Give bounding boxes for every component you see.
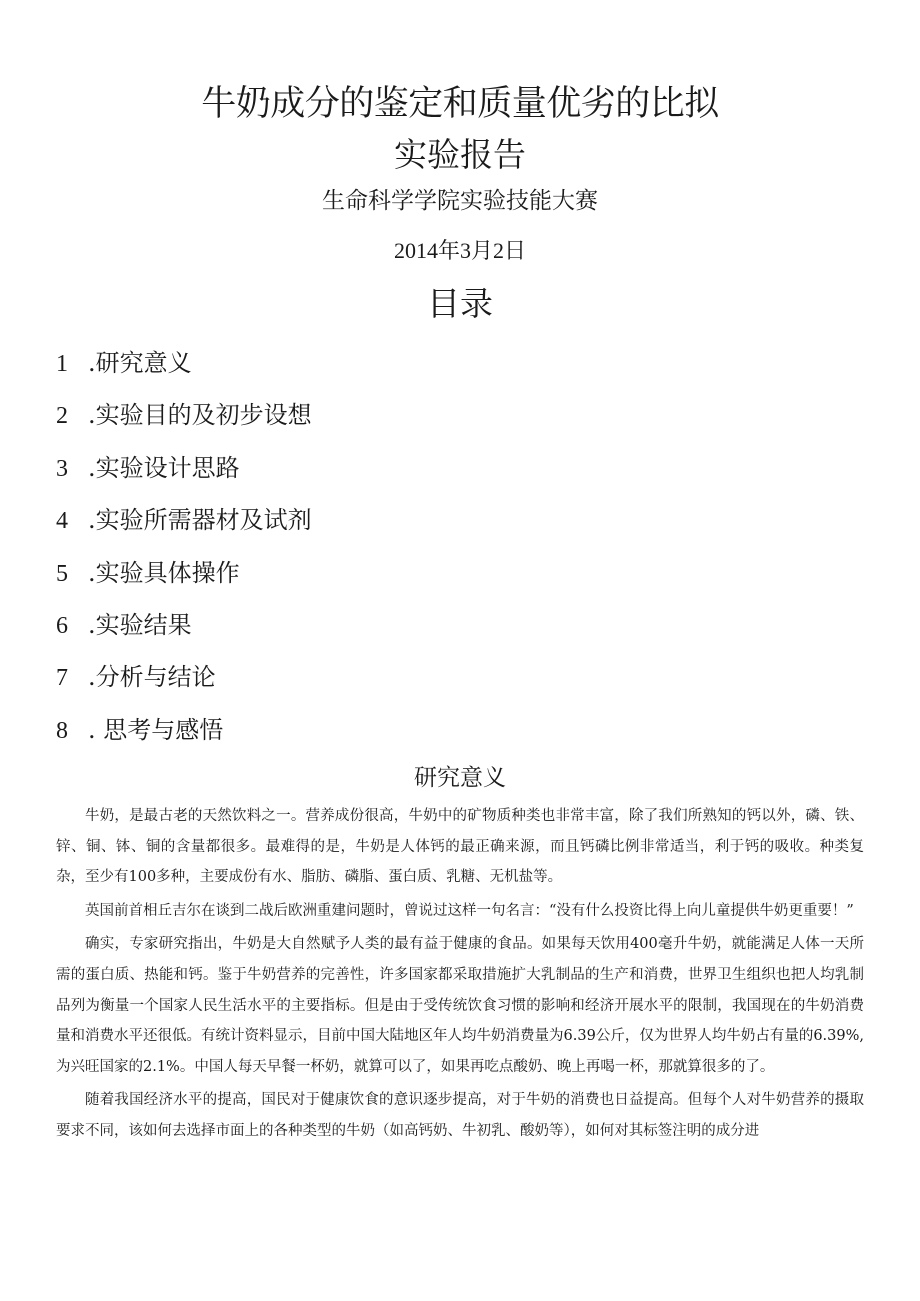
toc-item-number: 5 [56, 560, 68, 587]
toc-item-reflection [56, 708, 656, 760]
toc-item-label: .实验具体操作 [88, 558, 240, 587]
section-heading: 研究意义 [414, 765, 506, 791]
toc-item-purpose [56, 393, 656, 445]
toc-item-label: .实验目的及初步设想 [88, 401, 312, 430]
report-date: 2014年3月2日 [393, 238, 526, 263]
toc-item-number: 8 [56, 717, 68, 744]
toc-item-analysis [56, 655, 656, 707]
toc-item-design [56, 446, 656, 498]
toc-item-number: 6 [56, 612, 68, 639]
toc-item-number: 1 [56, 351, 68, 377]
toc-item-label: .实验结果 [88, 610, 192, 639]
report-subtitle: 生命科学学院实验技能大赛 [322, 188, 598, 214]
toc-item-label: .实验所需器材及试剂 [88, 506, 312, 535]
toc-item-materials [56, 498, 656, 550]
toc-item-label: . 思考与感悟 [88, 715, 224, 744]
report-title-line1: 牛奶成分的鉴定和质量优劣的比拟 [201, 84, 719, 124]
section-body [56, 801, 864, 1150]
toc-item-number: 4 [56, 508, 68, 535]
body-paragraph: 牛奶，是最古老的天然饮料之一。营养成份很高，牛奶中的矿物质种类也非常丰富，除了我们所熟知的钙以外，磷、铁、锌、铜、钵、铜的含量都很多。最难得的是，牛奶是人体钙的最正确来源，而且钙磷比例非常适当，利于钙的吸收。种类复杂，至少有100多种，主要成份有水、脂肪、磷脂、蛋白质、乳糖、无机盐等。 [56, 808, 864, 886]
toc-item-label: .实验设计思路 [88, 453, 240, 482]
body-paragraph: 随着我国经济水平的提高，国民对于健康饮食的意识逐步提高，对于牛奶的消费也日益提高。但每个人对牛奶营养的摄取要求不同，该如何去选择市面上的各种类型的牛奶（如高钙奶、牛初乳、酸奶等），如何对其标签注明的成分进 [56, 1092, 864, 1139]
toc-item-procedure [56, 551, 656, 603]
toc-item-results [56, 603, 656, 655]
toc-item-number: 2 [56, 403, 68, 430]
body-paragraph: 确实，专家研究指出，牛奶是大自然赋予人类的最有益于健康的食品。如果每天饮用400毫升牛奶，就能满足人体一天所需的蛋白质、热能和钙。鉴于牛奶营养的完善性，许多国家都采取措施扩大乳制品的生产和消费，世界卫生组织也把人均乳制品列为衡量一个国家人民生活水平的主要指标。但是由于受传统饮食习惯的影响和经济开展水平的限制，我国现在的牛奶消费量和消费水平还很低。有统计资料显示，目前中国大陆地区年人均牛奶消费量为6.39公斤，仅为世界人均牛奶占有量的6.39%,为兴旺国家的2.1%。中国人每天早餐一杯奶，就算可以了，如果再吃点酸奶、晚上再喝一杯，那就算很多的了。 [56, 936, 864, 1075]
toc-item-number: 7 [56, 665, 68, 692]
toc-item-label: .研究意义 [88, 349, 192, 377]
table-of-contents [56, 341, 656, 760]
report-title-line2: 实验报告 [394, 135, 526, 174]
body-paragraph: 英国前首相丘吉尔在谈到二战后欧洲重建问题时，曾说过这样一句名言：“没有什么投资比得上向儿童提供牛奶更重要！” [85, 902, 854, 919]
toc-heading: 目录 [427, 284, 493, 323]
toc-item-number: 3 [56, 455, 68, 482]
toc-item-label: .分析与结论 [88, 663, 216, 692]
toc-item-research-significance [56, 341, 656, 393]
